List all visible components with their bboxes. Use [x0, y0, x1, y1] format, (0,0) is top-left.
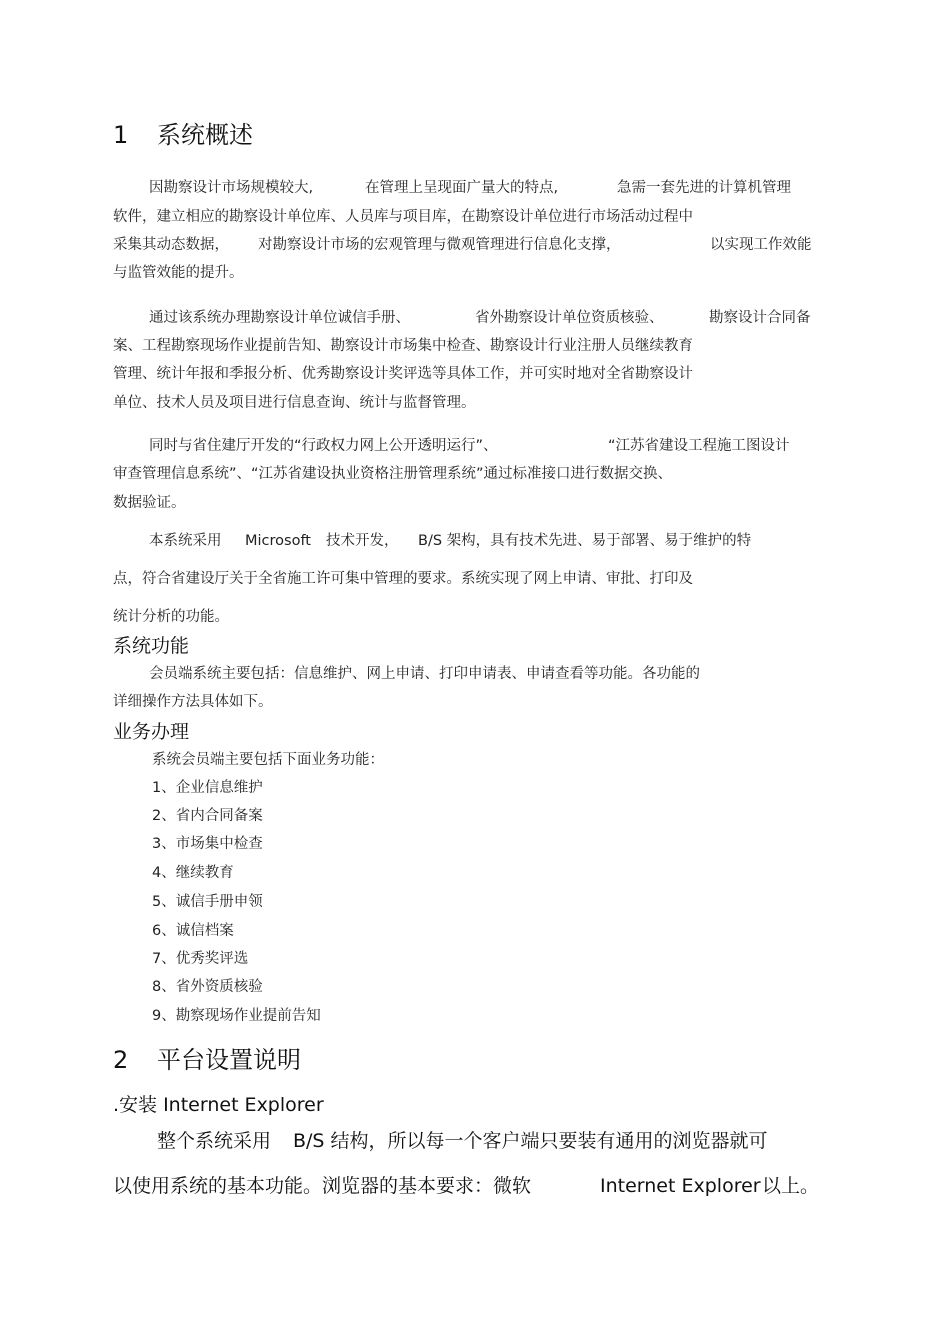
- para1-line1b: 在管理上呈现面广量大的特点,: [365, 180, 559, 196]
- section-1-number: 1: [113, 121, 129, 149]
- business-item: 4、继续教育: [152, 865, 234, 881]
- features-heading: 系统功能: [113, 635, 190, 657]
- para2-line1c: 勘察设计合同备: [709, 310, 811, 326]
- para1-line3c: 以实现工作效能: [710, 237, 812, 253]
- para1-line1c: 急需一套先进的计算机管理: [617, 180, 791, 196]
- para2-line1b: 省外勘察设计单位资质核验、: [475, 310, 664, 326]
- business-heading: 业务办理: [113, 721, 190, 743]
- para4-line3: 统计分析的功能。: [113, 609, 229, 625]
- para3-line3: 数据验证。: [113, 495, 186, 511]
- features-line2: 详细操作方法具体如下。: [113, 694, 273, 710]
- para4-line1a: 本系统采用: [149, 533, 222, 549]
- section-1-title: 系统概述: [157, 121, 253, 149]
- para1-line3a: 采集其动态数据，: [113, 237, 229, 253]
- install-ie-subheading: .安装 Internet Explorer: [113, 1094, 324, 1116]
- para3-line1a: 同时与省住建厅开发的“行政权力网上公开透明运行”、: [149, 438, 498, 454]
- section2-line1b: B/S 结构，所以每一个客户端只要装有通用的浏览器就可: [293, 1130, 768, 1152]
- para2-line3: 管理、统计年报和季报分析、优秀勘察设计奖评选等具体工作，并可实时地对全省勘察设计: [113, 366, 693, 382]
- business-intro: 系统会员端主要包括下面业务功能：: [152, 752, 384, 768]
- para2-line2: 案、工程勘察现场作业提前告知、勘察设计市场集中检查、勘察设计行业注册人员继续教育: [113, 338, 693, 354]
- para1-line4: 与监管效能的提升。: [113, 265, 244, 281]
- para4-line2: 点，符合省建设厅关于全省施工许可集中管理的要求。系统实现了网上申请、审批、打印及: [113, 571, 693, 587]
- business-item: 7、优秀奖评选: [152, 951, 249, 967]
- section-2-title: 平台设置说明: [157, 1046, 301, 1074]
- business-item: 1、企业信息维护: [152, 780, 263, 796]
- section2-line2a: 以使用系统的基本功能。浏览器的基本要求：微软: [113, 1175, 532, 1197]
- section-2-number: 2: [113, 1046, 129, 1074]
- business-item: 5、诚信手册申领: [152, 894, 263, 910]
- section2-line2b: Internet Explorer: [600, 1175, 761, 1197]
- business-item: 8、省外资质核验: [152, 979, 263, 995]
- business-item: 2、省内合同备案: [152, 808, 263, 824]
- para4-line1c: 技术开发，: [326, 533, 399, 549]
- para3-line2: 审查管理信息系统”、“江苏省建设执业资格注册管理系统”通过标准接口进行数据交换、: [113, 466, 673, 482]
- features-line1: 会员端系统主要包括：信息维护、网上申请、打印申请表、申请查看等功能。各功能的: [149, 666, 700, 682]
- business-item: 6、诚信档案: [152, 923, 234, 939]
- business-item: 3、市场集中检查: [152, 836, 263, 852]
- para2-line4: 单位、技术人员及项目进行信息查询、统计与监督管理。: [113, 395, 476, 411]
- para4-line1d: B/S 架构，具有技术先进、易于部署、易于维护的特: [418, 533, 752, 549]
- business-item: 9、勘察现场作业提前告知: [152, 1008, 321, 1024]
- para2-line1a: 通过该系统办理勘察设计单位诚信手册、: [149, 310, 410, 326]
- para1-line3b: 对勘察设计市场的宏观管理与微观管理进行信息化支撑，: [258, 237, 621, 253]
- para1-line1a: 因勘察设计市场规模较大,: [149, 180, 314, 196]
- section-2-heading: [113, 1048, 301, 1072]
- section2-line2c: 以上。: [762, 1175, 820, 1197]
- para4-line1b: Microsoft: [245, 533, 311, 549]
- para3-line1b: “江苏省建设工程施工图设计: [608, 438, 790, 454]
- section2-line1a: 整个系统采用: [157, 1130, 272, 1152]
- section-1-heading: [113, 123, 253, 147]
- para1-line2: 软件，建立相应的勘察设计单位库、人员库与项目库，在勘察设计单位进行市场活动过程中: [113, 209, 693, 225]
